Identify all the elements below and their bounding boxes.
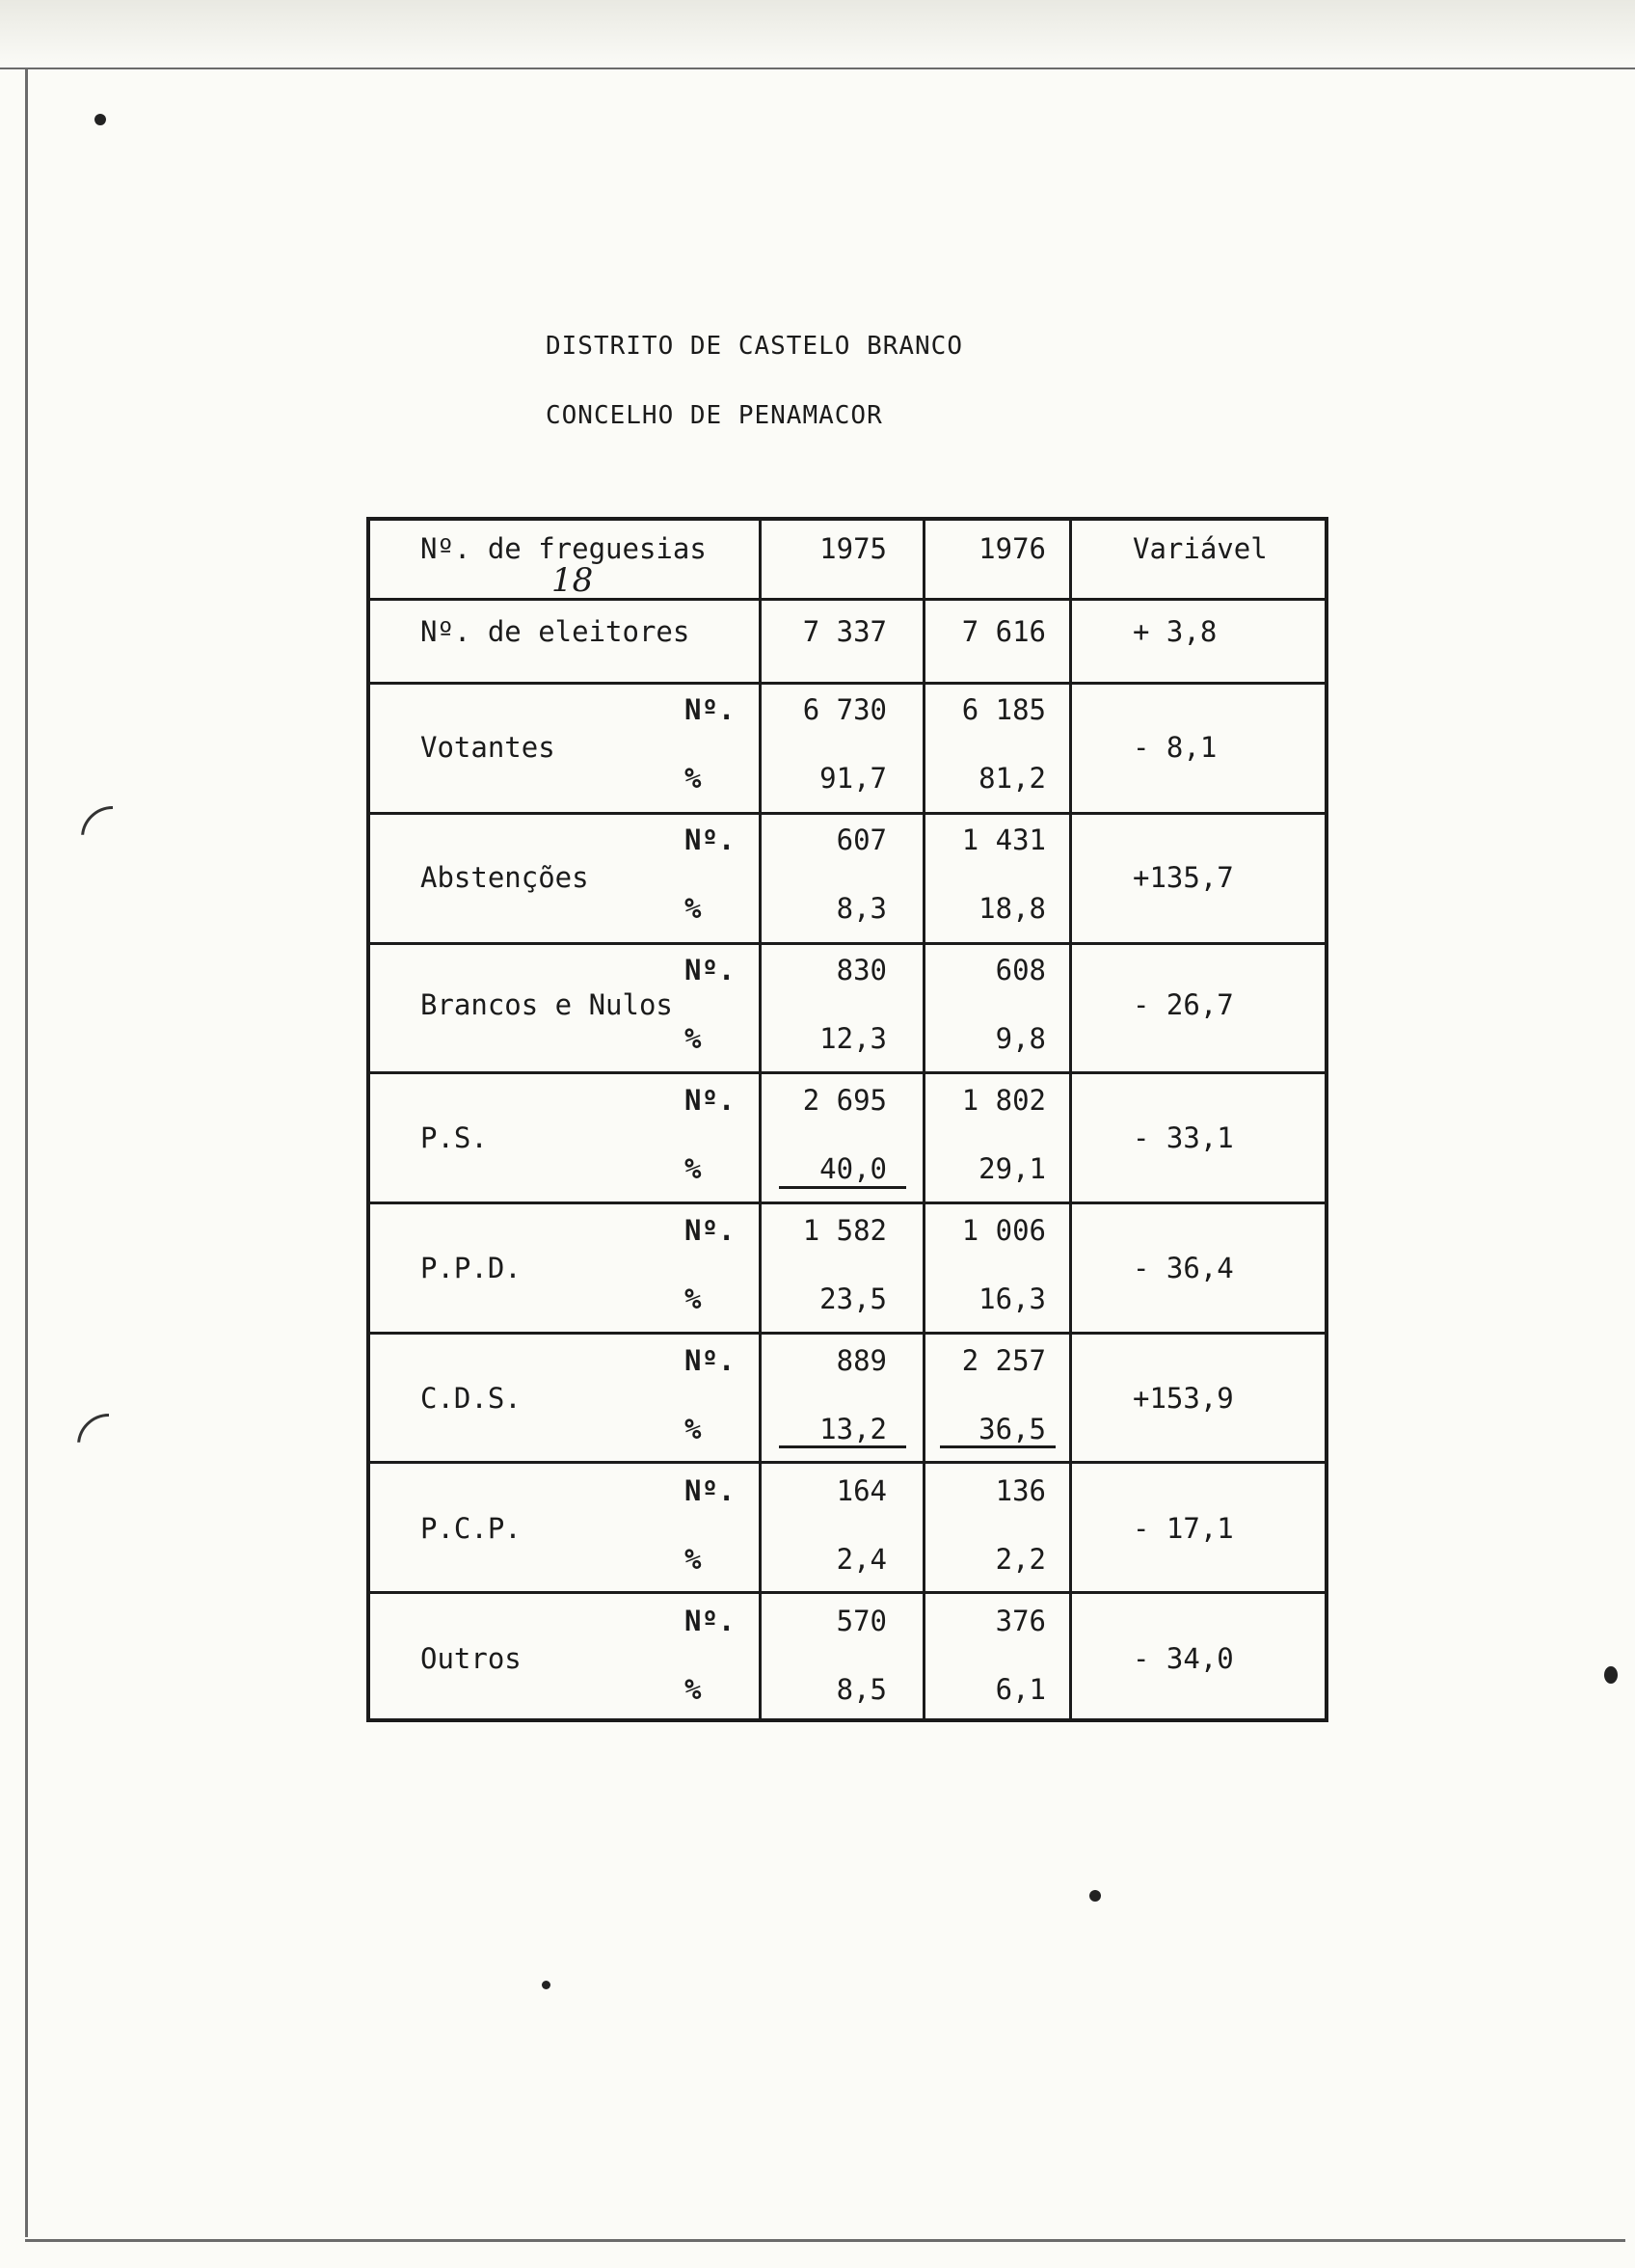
row-p-1975: 8,3 bbox=[836, 892, 887, 925]
row-label: Outros bbox=[420, 1642, 522, 1675]
eleitores-label: Nº. de eleitores bbox=[420, 615, 690, 648]
row-divider bbox=[370, 812, 1325, 815]
row-percent-label: % bbox=[684, 892, 702, 925]
row-label: Brancos e Nulos bbox=[420, 988, 673, 1021]
handwritten-freguesias-count: 18 bbox=[551, 561, 594, 600]
row-n-1976: 608 bbox=[995, 954, 1046, 986]
row-label: P.C.P. bbox=[420, 1512, 522, 1545]
eleitores-var: + 3,8 bbox=[1133, 615, 1218, 648]
row-label: P.P.D. bbox=[420, 1252, 522, 1284]
row-var: - 26,7 bbox=[1133, 988, 1234, 1021]
row-n-1976: 1 431 bbox=[961, 824, 1046, 856]
row-var: +153,9 bbox=[1133, 1382, 1234, 1415]
row-n-1975: 830 bbox=[836, 954, 887, 986]
underline-mark bbox=[779, 1445, 906, 1448]
col-divider bbox=[1069, 521, 1072, 1718]
eleitores-1976: 7 616 bbox=[961, 615, 1046, 648]
scan-top-edge bbox=[0, 0, 1635, 69]
row-p-1976: 18,8 bbox=[978, 892, 1046, 925]
row-p-1976: 6,1 bbox=[995, 1673, 1046, 1706]
row-n-1976: 136 bbox=[995, 1474, 1046, 1507]
row-divider bbox=[370, 598, 1325, 601]
row-number-label: Nº. bbox=[684, 1474, 736, 1507]
row-var: - 17,1 bbox=[1133, 1512, 1234, 1545]
row-var: - 33,1 bbox=[1133, 1121, 1234, 1154]
row-p-1975: 12,3 bbox=[819, 1022, 887, 1055]
row-percent-label: % bbox=[684, 1282, 702, 1315]
row-p-1975: 8,5 bbox=[836, 1673, 887, 1706]
scan-speck bbox=[1604, 1666, 1618, 1684]
row-divider bbox=[370, 682, 1325, 685]
header-1975: 1975 bbox=[819, 532, 887, 565]
row-number-label: Nº. bbox=[684, 1344, 736, 1377]
scan-bottom-edge bbox=[25, 2239, 1625, 2242]
eleitores-1975: 7 337 bbox=[802, 615, 887, 648]
row-n-1975: 164 bbox=[836, 1474, 887, 1507]
row-var: - 36,4 bbox=[1133, 1252, 1234, 1284]
underline-mark bbox=[940, 1445, 1056, 1448]
row-var: +135,7 bbox=[1133, 861, 1234, 894]
scan-speck bbox=[94, 114, 106, 125]
row-p-1975: 13,2 bbox=[819, 1413, 887, 1445]
row-p-1976: 16,3 bbox=[978, 1282, 1046, 1315]
row-var: - 34,0 bbox=[1133, 1642, 1234, 1675]
row-divider bbox=[370, 1332, 1325, 1335]
row-n-1975: 570 bbox=[836, 1605, 887, 1637]
row-divider bbox=[370, 942, 1325, 945]
row-number-label: Nº. bbox=[684, 1214, 736, 1247]
scan-speck bbox=[542, 1981, 550, 1989]
row-p-1976: 29,1 bbox=[978, 1152, 1046, 1185]
row-p-1976: 36,5 bbox=[978, 1413, 1046, 1445]
row-n-1975: 889 bbox=[836, 1344, 887, 1377]
row-number-label: Nº. bbox=[684, 693, 736, 726]
row-percent-label: % bbox=[684, 1152, 702, 1185]
row-n-1976: 6 185 bbox=[961, 693, 1046, 726]
row-label: C.D.S. bbox=[420, 1382, 522, 1415]
row-n-1975: 607 bbox=[836, 824, 887, 856]
row-divider bbox=[370, 1071, 1325, 1074]
district-title: DISTRITO DE CASTELO BRANCO bbox=[546, 332, 963, 361]
row-number-label: Nº. bbox=[684, 954, 736, 986]
header-variavel: Variável bbox=[1133, 532, 1268, 565]
row-number-label: Nº. bbox=[684, 1084, 736, 1117]
row-label: Abstenções bbox=[420, 861, 589, 894]
row-divider bbox=[370, 1591, 1325, 1594]
scan-speck bbox=[1089, 1890, 1101, 1902]
row-label: Votantes bbox=[420, 731, 555, 764]
row-var: - 8,1 bbox=[1133, 731, 1218, 764]
scan-left-edge bbox=[25, 68, 28, 2237]
municipality-title: CONCELHO DE PENAMACOR bbox=[546, 401, 883, 430]
row-n-1976: 2 257 bbox=[961, 1344, 1046, 1377]
row-p-1975: 91,7 bbox=[819, 762, 887, 795]
row-p-1976: 81,2 bbox=[978, 762, 1046, 795]
row-number-label: Nº. bbox=[684, 824, 736, 856]
punch-hole-mark bbox=[81, 806, 145, 870]
row-n-1975: 1 582 bbox=[802, 1214, 887, 1247]
header-1976: 1976 bbox=[978, 532, 1046, 565]
col-divider bbox=[923, 521, 925, 1718]
row-p-1975: 23,5 bbox=[819, 1282, 887, 1315]
row-p-1975: 40,0 bbox=[819, 1152, 887, 1185]
row-percent-label: % bbox=[684, 1673, 702, 1706]
row-p-1975: 2,4 bbox=[836, 1543, 887, 1576]
underline-mark bbox=[779, 1186, 906, 1189]
punch-hole-mark bbox=[77, 1414, 141, 1477]
row-percent-label: % bbox=[684, 762, 702, 795]
row-percent-label: % bbox=[684, 1543, 702, 1576]
row-n-1975: 6 730 bbox=[802, 693, 887, 726]
row-number-label: Nº. bbox=[684, 1605, 736, 1637]
row-n-1976: 1 802 bbox=[961, 1084, 1046, 1117]
row-percent-label: % bbox=[684, 1413, 702, 1445]
header-freguesias-label: Nº. de freguesias bbox=[420, 532, 707, 565]
row-divider bbox=[370, 1202, 1325, 1204]
row-n-1975: 2 695 bbox=[802, 1084, 887, 1117]
col-divider bbox=[759, 521, 762, 1718]
row-p-1976: 9,8 bbox=[995, 1022, 1046, 1055]
row-p-1976: 2,2 bbox=[995, 1543, 1046, 1576]
row-divider bbox=[370, 1461, 1325, 1464]
row-label: P.S. bbox=[420, 1121, 488, 1154]
row-n-1976: 1 006 bbox=[961, 1214, 1046, 1247]
row-percent-label: % bbox=[684, 1022, 702, 1055]
row-n-1976: 376 bbox=[995, 1605, 1046, 1637]
